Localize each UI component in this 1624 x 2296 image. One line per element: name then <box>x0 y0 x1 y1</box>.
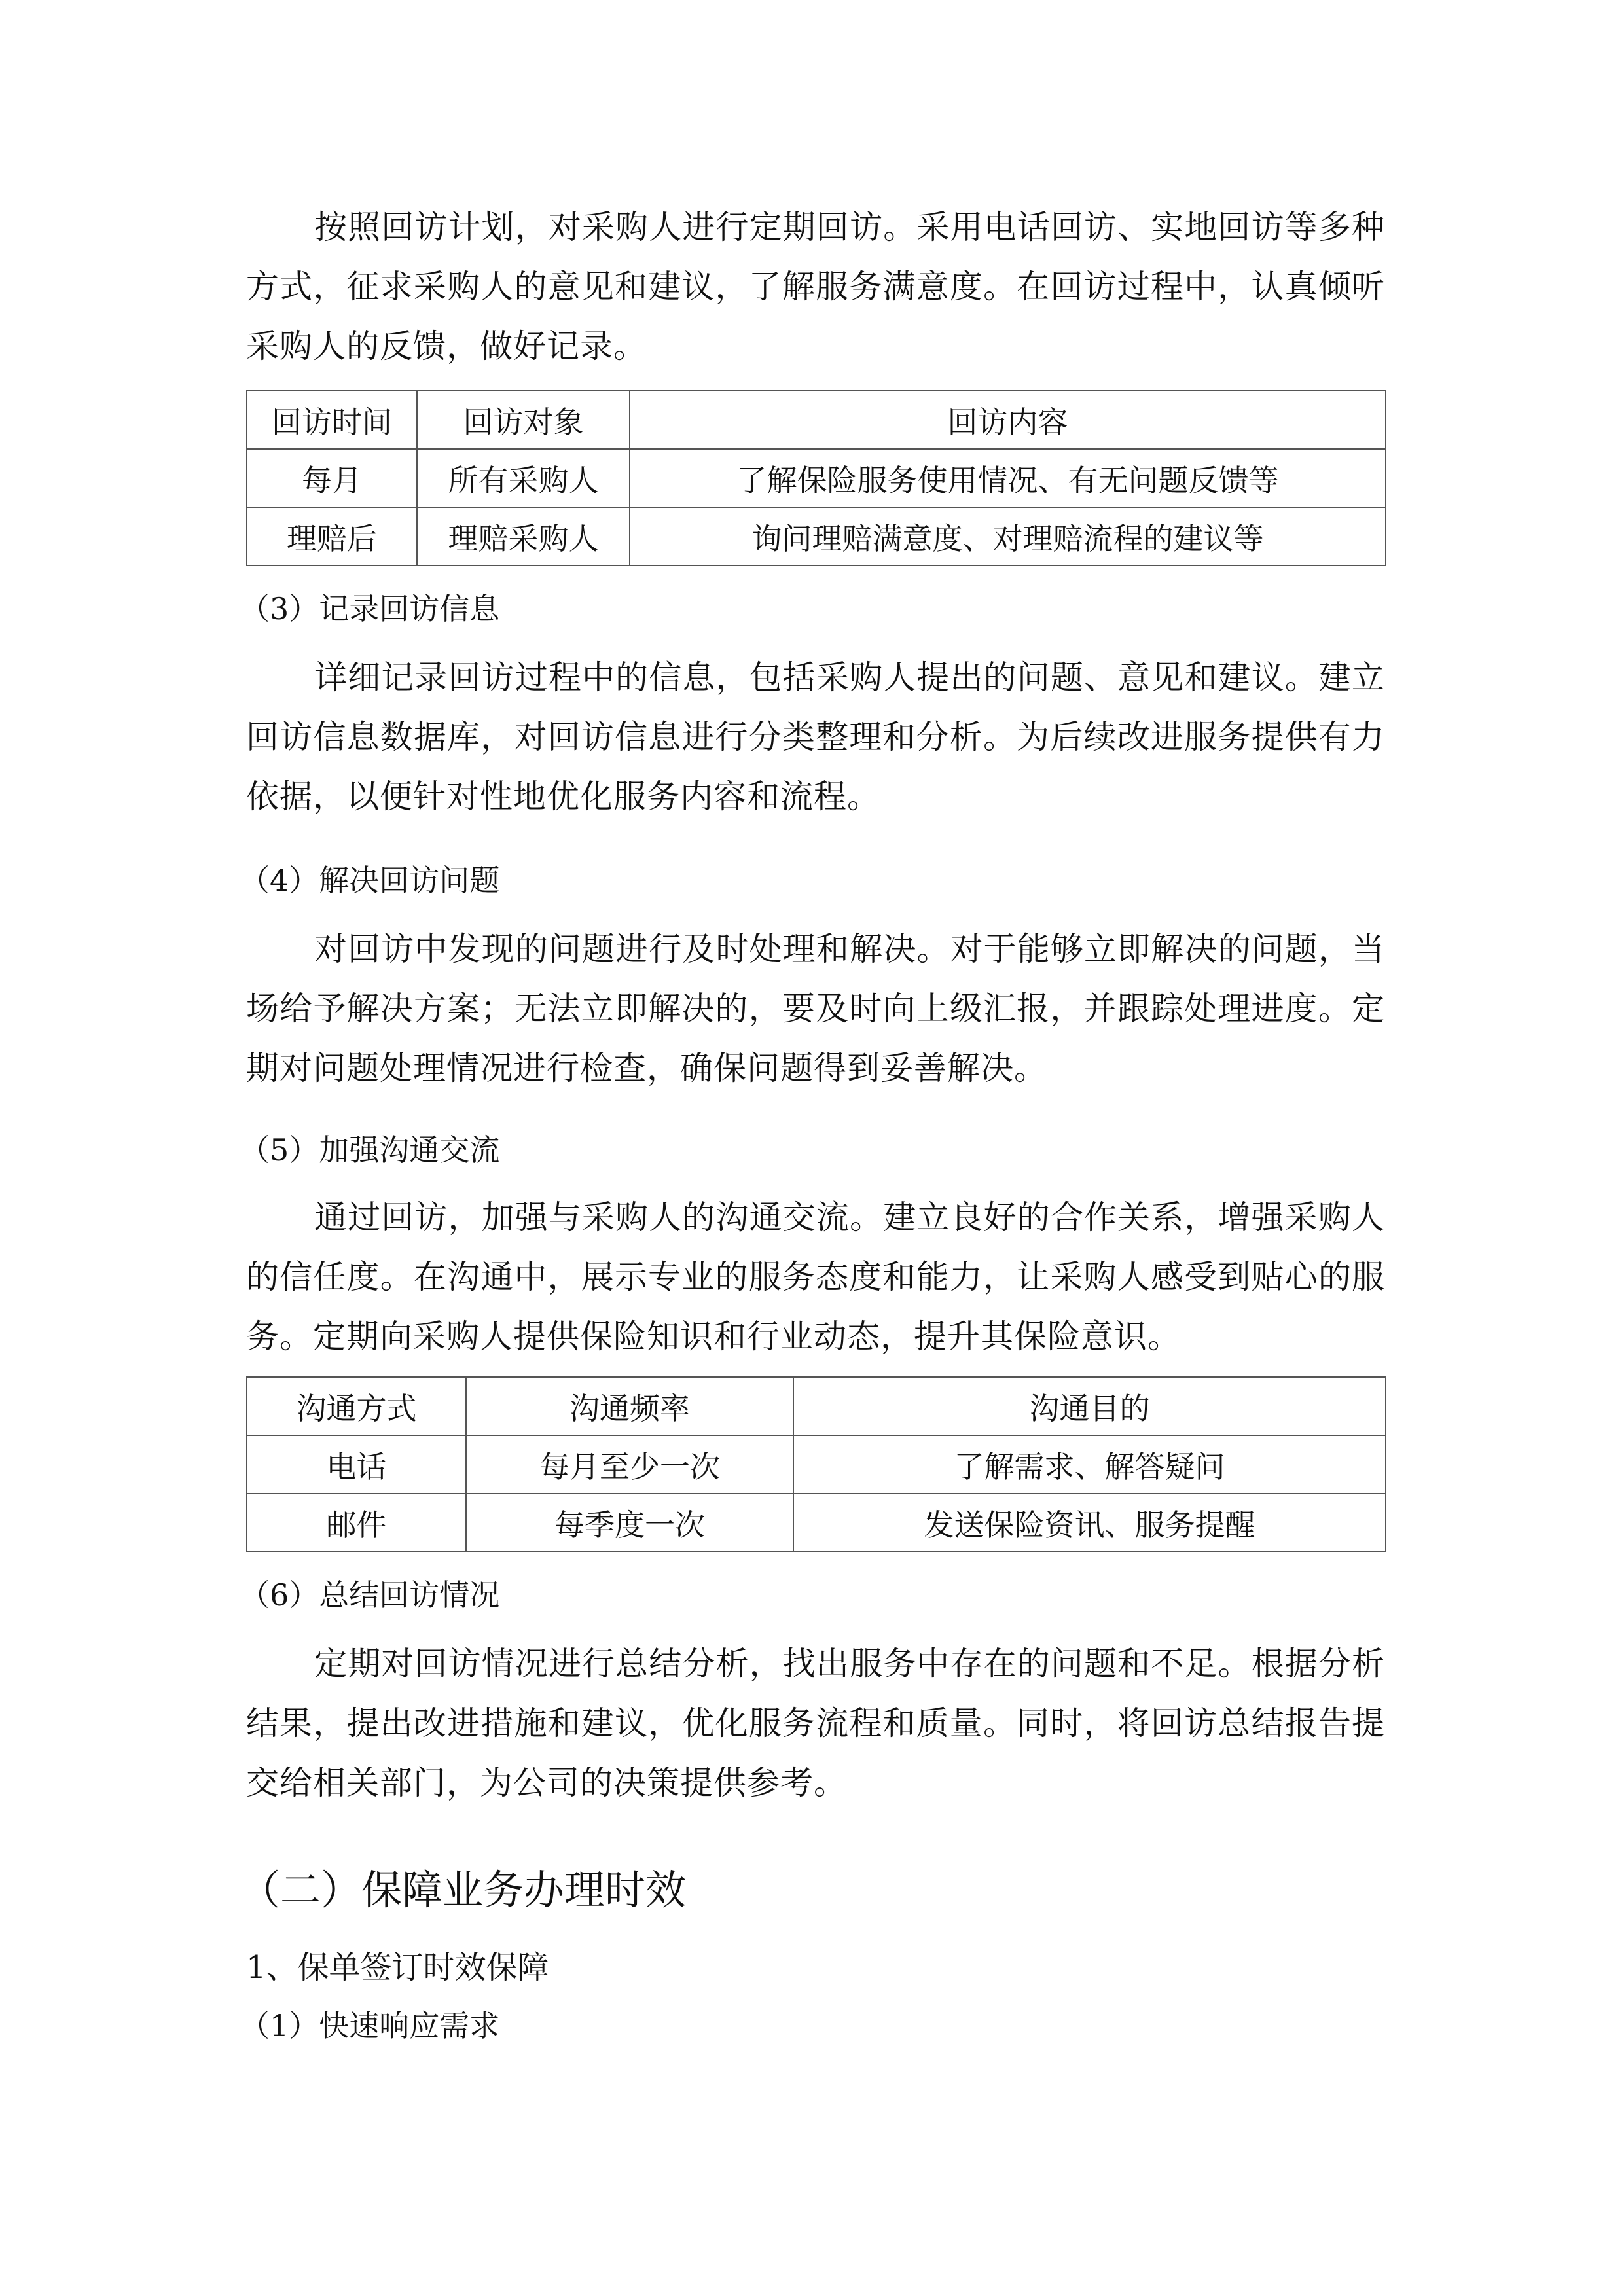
table-row <box>247 1494 1386 1552</box>
table-cell: 电话 <box>247 1435 466 1494</box>
table-cell: 每月至少一次 <box>466 1435 793 1494</box>
table-cell: 每月 <box>247 449 417 507</box>
table-header-cell: 沟通方式 <box>247 1377 466 1435</box>
table-cell: 询问理赔满意度、对理赔流程的建议等 <box>630 507 1386 565</box>
section-3-paragraph: 详细记录回访过程中的信息，包括采购人提出的问题、意见和建议。建立回访信息数据库，对回访信息进行分类整理和分析。为后续改进服务提供有力依据，以便针对性地优化服务内容和流程。 <box>246 658 1385 816</box>
section-6-paragraph: 定期对回访情况进行总结分析，找出服务中存在的问题和不足。根据分析结果，提出改进措施和建议，优化服务流程和质量。同时，将回访总结报告提交给相关部门，为公司的决策提供参考。 <box>246 1645 1385 1802</box>
table-cell: 理赔后 <box>247 507 417 565</box>
revisit-schedule-table <box>246 390 1386 566</box>
table-row <box>247 507 1386 565</box>
subsection-1-heading: 1、保单签订时效保障 <box>246 1949 549 1986</box>
table-header-cell: 回访时间 <box>247 391 417 449</box>
table-cell: 每季度一次 <box>466 1494 793 1552</box>
section-two-heading: （二）保障业务办理时效 <box>240 1866 687 1914</box>
section-5-paragraph: 通过回访，加强与采购人的沟通交流。建立良好的合作关系，增强采购人的信任度。在沟通中，展示专业的服务态度和能力，让采购人感受到贴心的服务。定期向采购人提供保险知识和行业动态，提升其保险意识。 <box>246 1198 1385 1355</box>
table-row <box>247 449 1386 507</box>
table-header-row <box>247 391 1386 449</box>
table-header-cell: 沟通目的 <box>793 1377 1386 1435</box>
section-6-title: （6）总结回访情况 <box>240 1577 500 1613</box>
table-header-cell: 回访对象 <box>417 391 630 449</box>
communication-table <box>246 1376 1386 1552</box>
subsection-1-item-1: （1）快速响应需求 <box>240 2008 500 2043</box>
table-header-row <box>247 1377 1386 1435</box>
table-header-cell: 沟通频率 <box>466 1377 793 1435</box>
table-cell: 了解需求、解答疑问 <box>793 1435 1386 1494</box>
section-4-title: （4）解决回访问题 <box>240 863 500 898</box>
table-cell: 邮件 <box>247 1494 466 1552</box>
table-cell: 了解保险服务使用情况、有无问题反馈等 <box>630 449 1386 507</box>
table-cell: 所有采购人 <box>417 449 630 507</box>
table-cell: 发送保险资讯、服务提醒 <box>793 1494 1386 1552</box>
section-3-title: （3）记录回访信息 <box>240 591 500 626</box>
intro-paragraph: 按照回访计划，对采购人进行定期回访。采用电话回访、实地回访等多种方式，征求采购人的意见和建议，了解服务满意度。在回访过程中，认真倾听采购人的反馈，做好记录。 <box>246 208 1385 365</box>
table-row <box>247 1435 1386 1494</box>
table-header-cell: 回访内容 <box>630 391 1386 449</box>
table-cell: 理赔采购人 <box>417 507 630 565</box>
section-4-paragraph: 对回访中发现的问题进行及时处理和解决。对于能够立即解决的问题，当场给予解决方案；无法立即解决的，要及时向上级汇报，并跟踪处理进度。定期对问题处理情况进行检查，确保问题得到妥善解决。 <box>246 930 1385 1087</box>
section-5-title: （5）加强沟通交流 <box>240 1132 500 1168</box>
